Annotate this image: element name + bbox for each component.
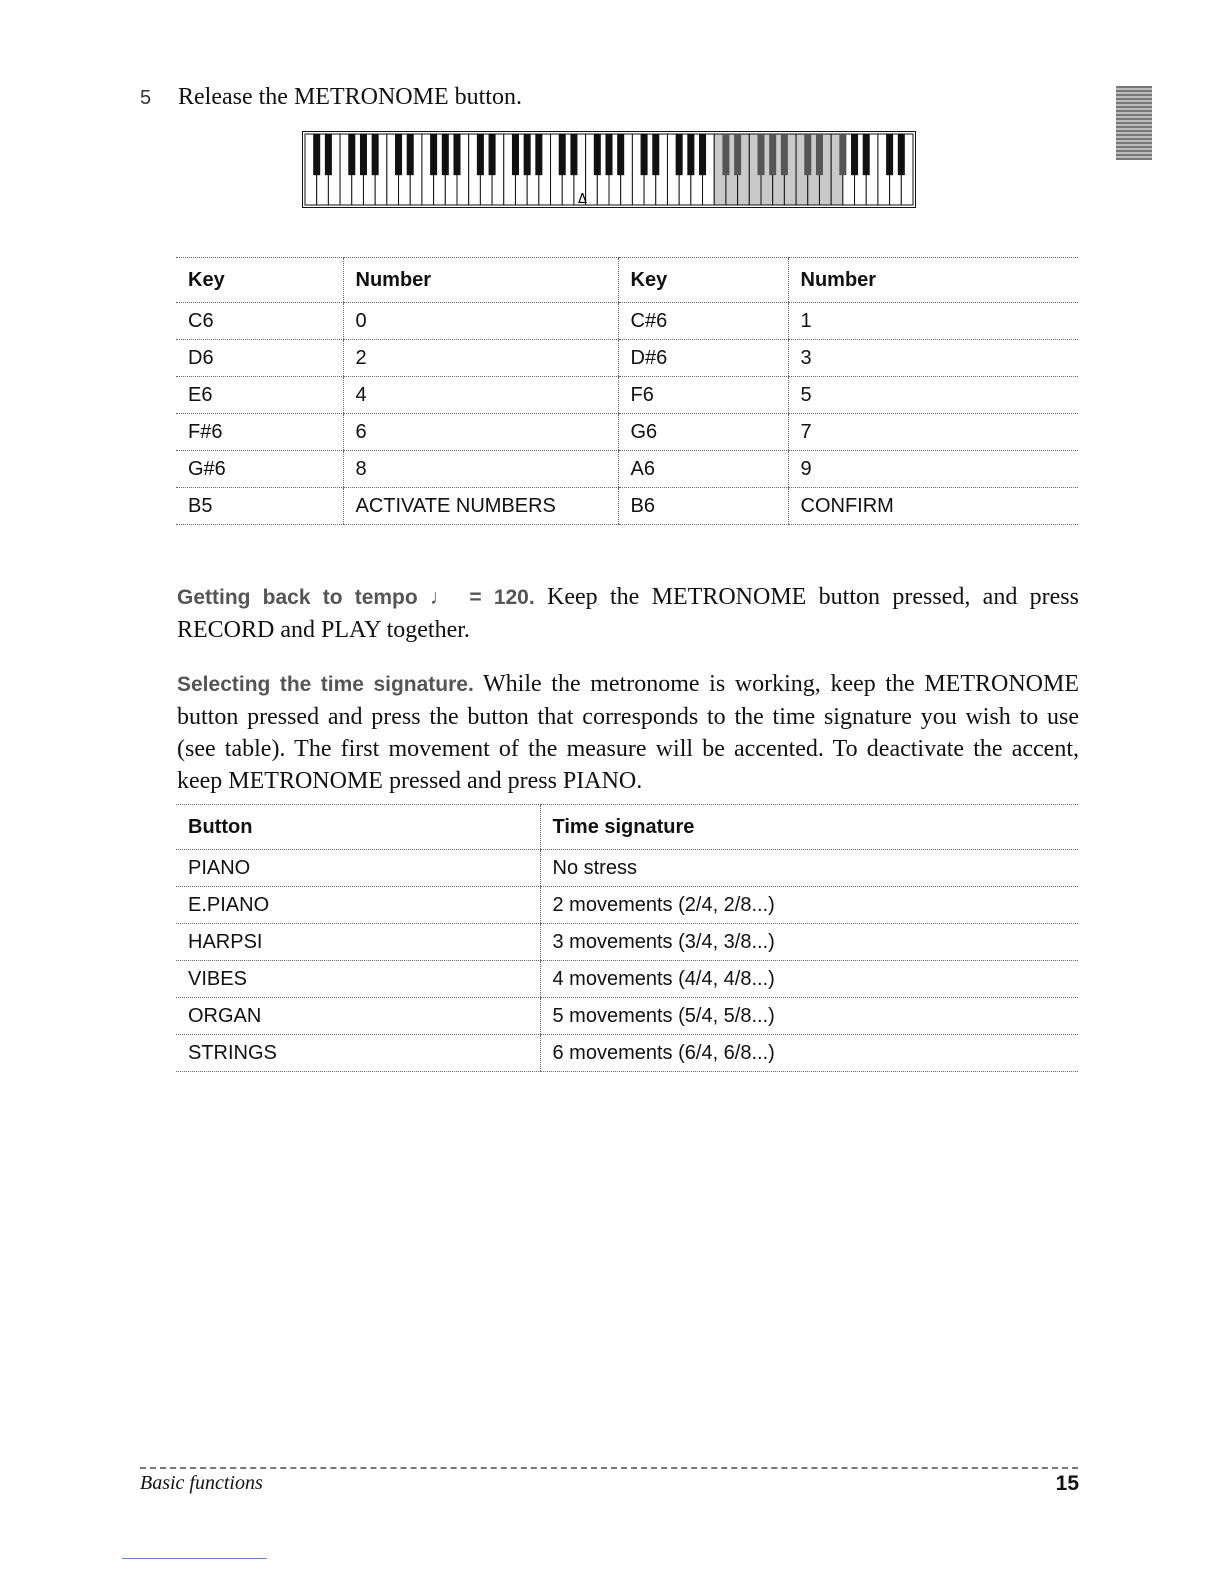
- cell: CONFIRM: [788, 488, 1078, 525]
- step-number: 5: [140, 87, 152, 109]
- time-signature-table: [176, 804, 1078, 1072]
- cell: 7: [788, 414, 1078, 451]
- cell: STRINGS: [176, 1035, 540, 1072]
- table-row: [176, 887, 1078, 924]
- keyboard-diagram: [302, 131, 916, 208]
- black-key: [851, 134, 858, 175]
- table-header-row: [176, 258, 1078, 303]
- black-key: [652, 134, 659, 175]
- black-key: [898, 134, 905, 175]
- black-key: [617, 134, 624, 175]
- black-key: [524, 134, 531, 175]
- black-key: [687, 134, 694, 175]
- cell: PIANO: [176, 850, 540, 887]
- cell: B6: [618, 488, 788, 525]
- cell: 2: [343, 340, 618, 377]
- cell: E.PIANO: [176, 887, 540, 924]
- col-header: Key: [176, 258, 343, 303]
- cell: ORGAN: [176, 998, 540, 1035]
- black-key: [512, 134, 519, 175]
- tempo-paragraph: [177, 581, 1079, 646]
- cell: D6: [176, 340, 343, 377]
- cell: D#6: [618, 340, 788, 377]
- cell: 3: [788, 340, 1078, 377]
- cell: B5: [176, 488, 343, 525]
- cell: 9: [788, 451, 1078, 488]
- black-key: [407, 134, 414, 175]
- black-key: [676, 134, 683, 175]
- table-row: [176, 961, 1078, 998]
- black-key: [781, 134, 788, 175]
- cell: G#6: [176, 451, 343, 488]
- black-key: [360, 134, 367, 175]
- step-instruction: [140, 84, 522, 111]
- black-key: [699, 134, 706, 175]
- black-key: [605, 134, 612, 175]
- cell: 6 movements (6/4, 6/8...): [540, 1035, 1078, 1072]
- black-key: [804, 134, 811, 175]
- keyboard-keys: [305, 134, 913, 205]
- col-header: Button: [176, 805, 540, 850]
- time-signature-lead: Selecting the time signature.: [177, 673, 474, 696]
- col-header: Key: [618, 258, 788, 303]
- cell: 1: [788, 303, 1078, 340]
- black-key: [769, 134, 776, 175]
- black-key: [477, 134, 484, 175]
- cell: F#6: [176, 414, 343, 451]
- keyboard-marker-icon: Δ: [578, 192, 587, 207]
- cell: ACTIVATE NUMBERS: [343, 488, 618, 525]
- table-row: [176, 850, 1078, 887]
- table-row: [176, 488, 1078, 525]
- black-key: [453, 134, 460, 175]
- black-key: [641, 134, 648, 175]
- cell: 3 movements (3/4, 3/8...): [540, 924, 1078, 961]
- table-row: [176, 998, 1078, 1035]
- table-row: [176, 924, 1078, 961]
- black-key: [535, 134, 542, 175]
- black-key: [863, 134, 870, 175]
- page-number: 15: [1055, 1472, 1079, 1495]
- black-key: [734, 134, 741, 175]
- cell: 4 movements (4/4, 4/8...): [540, 961, 1078, 998]
- table-row: [176, 1035, 1078, 1072]
- black-key: [313, 134, 320, 175]
- black-key: [489, 134, 496, 175]
- black-key: [395, 134, 402, 175]
- col-header: Number: [788, 258, 1078, 303]
- cell: 6: [343, 414, 618, 451]
- black-key: [559, 134, 566, 175]
- footer-section: Basic functions: [140, 1472, 263, 1494]
- scan-artifact-line: [122, 1558, 267, 1559]
- cell: 5 movements (5/4, 5/8...): [540, 998, 1078, 1035]
- black-key: [442, 134, 449, 175]
- table-header-row: [176, 805, 1078, 850]
- black-key: [757, 134, 764, 175]
- cell: 8: [343, 451, 618, 488]
- cell: 4: [343, 377, 618, 414]
- chapter-tab: [1116, 86, 1152, 160]
- table-row: [176, 303, 1078, 340]
- time-signature-text: While the metronome is working, keep the METRONOME button pressed and press the button that corresponds to the time signature you wish to use (see table). The first movement of the measure will be accented. To deactivate the accent, keep METRONOME pressed and press PIANO.: [177, 671, 1079, 794]
- col-header: Time signature: [540, 805, 1078, 850]
- black-key: [886, 134, 893, 175]
- tempo-text: Keep the METRONOME button pressed, and press RECORD and PLAY together.: [177, 584, 1079, 643]
- table-row: [176, 451, 1078, 488]
- black-key: [325, 134, 332, 175]
- cell: C6: [176, 303, 343, 340]
- footer-divider: [140, 1467, 1078, 1469]
- cell: E6: [176, 377, 343, 414]
- black-key: [816, 134, 823, 175]
- time-signature-paragraph: [177, 668, 1079, 797]
- black-key: [430, 134, 437, 175]
- black-key: [722, 134, 729, 175]
- cell: HARPSI: [176, 924, 540, 961]
- cell: No stress: [540, 850, 1078, 887]
- black-key: [594, 134, 601, 175]
- black-key: [372, 134, 379, 175]
- key-number-table: [176, 257, 1078, 525]
- black-key: [839, 134, 846, 175]
- table-row: [176, 414, 1078, 451]
- black-key: [348, 134, 355, 175]
- step-text: Release the METRONOME button.: [178, 84, 522, 110]
- cell: F6: [618, 377, 788, 414]
- cell: VIBES: [176, 961, 540, 998]
- cell: G6: [618, 414, 788, 451]
- cell: 5: [788, 377, 1078, 414]
- black-key: [570, 134, 577, 175]
- table-row: [176, 340, 1078, 377]
- cell: 2 movements (2/4, 2/8...): [540, 887, 1078, 924]
- cell: 0: [343, 303, 618, 340]
- cell: A6: [618, 451, 788, 488]
- table-row: [176, 377, 1078, 414]
- cell: C#6: [618, 303, 788, 340]
- tempo-lead: Getting back to tempo ♩ = 120.: [177, 586, 535, 609]
- col-header: Number: [343, 258, 618, 303]
